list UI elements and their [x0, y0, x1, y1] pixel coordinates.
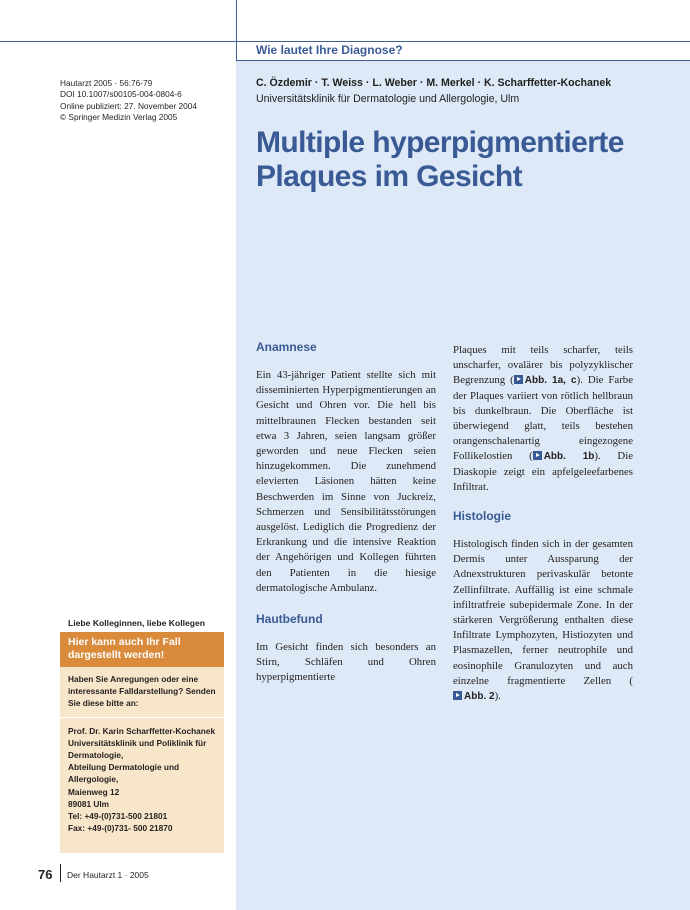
header-divider-vertical [236, 0, 237, 60]
histologie-text: Histologisch finden sich in der gesamten Dermis unter Aussparung der Adnexstrukturen perivaskulär betonte Zellinfiltrate. Auffällig ist eine schmale infiltratfreie subepidermale Zone. In der stärkeren Vergrößerung enthalten diese Infiltrate Lymphozyten, Histiozyten und Plasmazellen, ferner neutrophile und eosinophile Granulozyten und auch einzelne fragmentierte Zellen ( [453, 538, 633, 687]
histologie-text: ). [494, 690, 501, 703]
contact-name: Prof. Dr. Karin Scharffetter-Kochanek [68, 725, 216, 736]
article-title [256, 126, 676, 194]
affiliation: Universitätsklinik für Dermatologie und Allergologie, Ulm [256, 93, 520, 105]
title-line: Plaques im Gesicht [256, 160, 522, 193]
box-banner: Hier kann auch Ihr Fall dargestellt werden! [60, 633, 224, 667]
figure-ref-label: Abb. 2 [464, 691, 495, 703]
contact-phone: Tel: +49-(0)731-500 21801 [68, 811, 168, 822]
title-line: Multiple hyperpigmentierte [256, 126, 624, 159]
figure-ref-1b[interactable] [533, 451, 595, 462]
figure-ref-2[interactable] [453, 691, 495, 702]
hautbefund-paragraph [256, 640, 436, 686]
box-divider [60, 717, 224, 718]
journal-footer: Der Hautarzt 1 · 2005 [67, 870, 149, 880]
box-greeting: Liebe Kolleginnen, liebe Kollegen [60, 611, 224, 633]
anamnese-paragraph: Ein 43-jähriger Patient stellte sich mit disseminierten Hyperpigmentierungen an Gesicht und Ohren vor. Die hell bis mittelbraunen Flecken bestanden seit etwa 3 Jahren, seien langsam größer geworden und neue Flecken seien hinzugekommen. Die zunehmend elevierten Läsionen hätten keine Beschwerden im Sinne von Juckreiz, Schmerzen und Sensibilitätsstörungen ausgelöst. Lediglich die Progredienz der Erkrankung und die intensive Reaktion der Angehörigen und Kollegen führten den Patienten in die hiesige dermatologische Ambulanz. [256, 369, 436, 594]
contact-fax: Fax: +49-(0)731- 500 21870 [68, 823, 173, 834]
hautbefund-text: Im Gesicht finden sich besonders an Stirn, Schläfen und Ohren hyperpigmentierte [256, 641, 436, 684]
text-column-right [453, 343, 633, 716]
citation-line: Hautarzt 2005 · 56:76-79 [60, 78, 153, 88]
kicker-rule [236, 60, 690, 61]
arrow-box-icon [453, 691, 462, 700]
section-kicker: Wie lautet Ihre Diagnose? [256, 43, 403, 57]
header-rule [0, 41, 690, 42]
figure-ref-label: Abb. 1a, c [524, 375, 577, 387]
hautbefund-text: ). Die Diaskopie zeigt ein apfelgeleefarbenes Infiltrat. [453, 450, 633, 493]
section-heading-anamnese: Anamnese [256, 340, 317, 354]
arrow-box-icon [514, 375, 523, 384]
figure-ref-label: Abb. 1b [543, 451, 595, 463]
hautbefund-text: ). Die Farbe der Plaques variiert von rötlich hellbraun bis dunkelbraun. Die Oberfläche ist überwiegend glatt, teils bestehen orangenschalenartig eingezogene Follikelostien ( [453, 374, 633, 463]
box-question: Haben Sie Anregungen oder eine interessante Falldarstellung? Senden Sie diese bitte an: [68, 674, 216, 709]
arrow-box-icon [533, 451, 542, 460]
contact-city: 89081 Ulm [68, 798, 110, 809]
hautbefund-text-cont: Plaques mit teils scharfer, teils unscharfer, ovalärer bis polyzyklischer Begrenzung ( [453, 344, 633, 387]
section-heading-histologie: Histologie [453, 509, 512, 524]
text-column-left [256, 340, 436, 698]
contact-department: Abteilung Dermatologie und Allergologie, [68, 762, 180, 785]
figure-ref-1ac[interactable] [514, 375, 577, 386]
doi-line: DOI 10.1007/s00105-004-0804-6 [60, 89, 182, 100]
copyright-line: © Springer Medizin Verlag 2005 [60, 112, 178, 123]
citation-meta [60, 78, 230, 124]
author-list: C. Özdemir · T. Weiss · L. Weber · M. Merkel · K. Scharffetter-Kochanek [256, 77, 612, 89]
section-heading-hautbefund: Hautbefund [256, 612, 323, 627]
page-number: 76 [38, 867, 53, 882]
box-body [60, 667, 224, 834]
call-for-cases-box [60, 611, 224, 853]
online-date-line: Online publiziert: 27. November 2004 [60, 100, 197, 111]
hautbefund-continued [453, 343, 633, 495]
footer-divider [60, 864, 61, 882]
contact-institution: Universitätsklinik und Poliklinik für Dermatologie, [68, 737, 207, 761]
contact-street: Maienweg 12 [68, 786, 120, 797]
histologie-paragraph [453, 537, 633, 704]
